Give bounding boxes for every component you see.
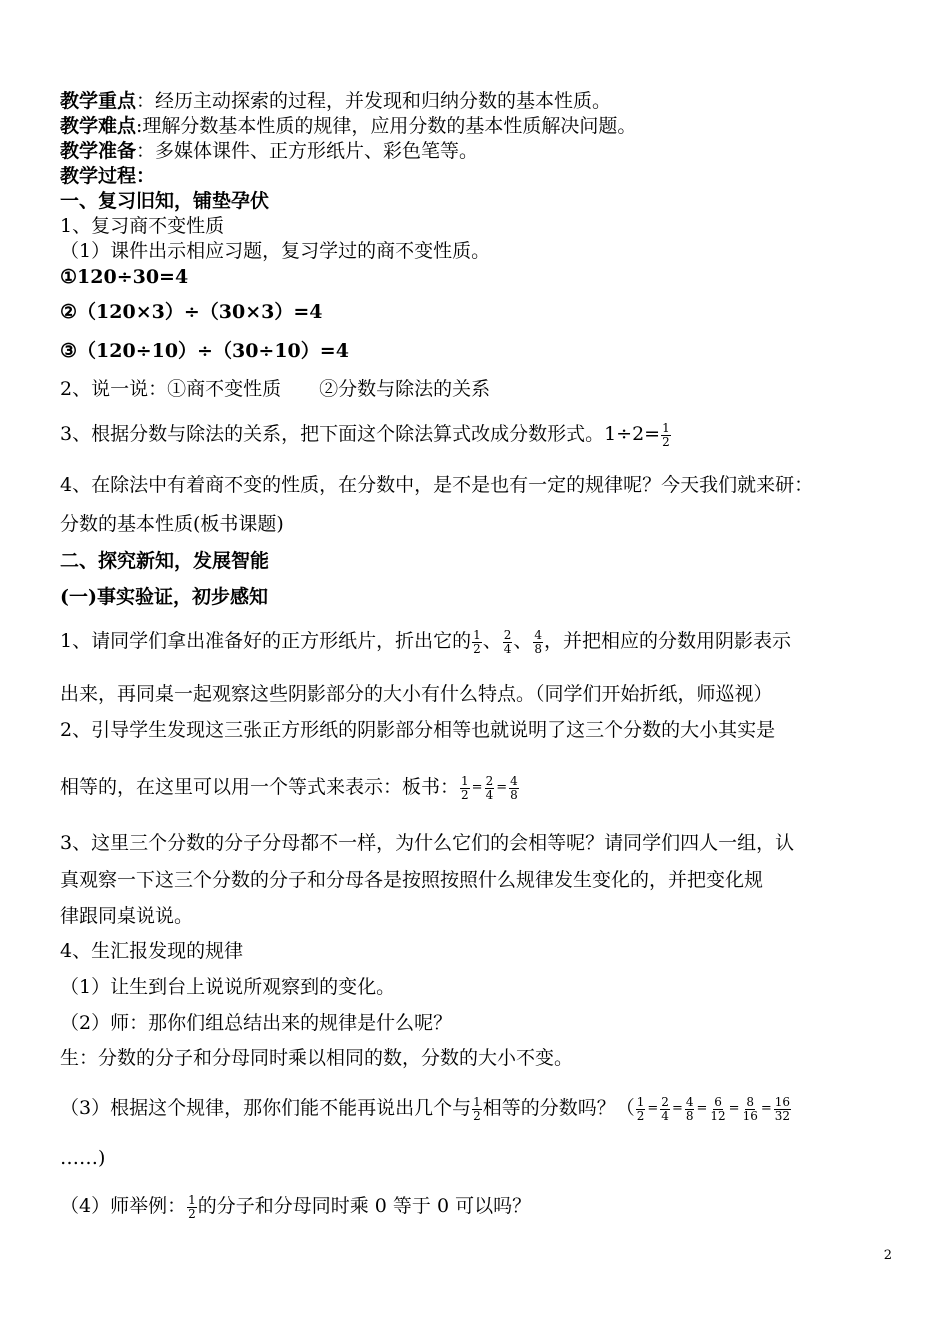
fraction-form-item bbox=[60, 421, 672, 449]
report-sub-2: （2）师：那你们组总结出来的规律是什么呢？ bbox=[60, 1012, 453, 1034]
subsection-heading: (一)事实验证，初步感知 bbox=[60, 586, 268, 608]
equals-sign: = bbox=[496, 780, 508, 795]
fraction-half: $\frac{1}{2}$ bbox=[188, 1192, 196, 1221]
report-item: 4、生汇报发现的规律 bbox=[60, 940, 244, 962]
preparation-line bbox=[60, 138, 478, 164]
rule-question: 4、在除法中有着商不变的性质，在分数中，是不是也有一定的规律呢？今天我们就来研： bbox=[60, 474, 814, 496]
equals-sign: = bbox=[471, 780, 483, 795]
question-line-1: 3、这里三个分数的分子分母都不一样，为什么它们的会相等呢？请同学们四人一组，认 bbox=[60, 832, 795, 854]
key-points-text: ：经历主动探索的过程，并发现和归纳分数的基本性质。 bbox=[136, 90, 612, 112]
equals-sign: = bbox=[671, 1101, 683, 1116]
label-preparation: 教学准备 bbox=[60, 140, 137, 162]
fraction-half: $\frac{1}{2}$ bbox=[636, 1094, 645, 1123]
key-points-line bbox=[60, 88, 611, 114]
fraction-half: $\frac{1}{2}$ bbox=[473, 1094, 481, 1123]
student-answer: 生：分数的分子和分母同时乘以相同的数，分数的大小不变。 bbox=[60, 1047, 574, 1069]
fraction-eight-sixteenths: $\frac{8}{16}$ bbox=[742, 1094, 758, 1123]
equation-2: ②（120×3）÷（30×3）=4 bbox=[60, 301, 323, 323]
fraction-four-eighths: $\frac{4}{8}$ bbox=[534, 627, 543, 656]
guide-line: 2、引导学生发现这三张正方形纸的阴影部分相等也就说明了这三个分数的大小其实是 bbox=[60, 719, 776, 741]
equals-sign: = bbox=[696, 1101, 708, 1116]
fold-instruction bbox=[60, 628, 791, 656]
separator: 、 bbox=[482, 630, 502, 652]
equivalent-fractions-line bbox=[60, 1095, 792, 1123]
teacher-example-text-a: （4）师举例： bbox=[60, 1195, 187, 1217]
teacher-example-text-b: 的分子和分母同时乘 0 等于 0 可以吗？ bbox=[197, 1195, 532, 1217]
question-line-3: 律跟同桌说说。 bbox=[60, 905, 194, 927]
lesson-topic: 分数的基本性质(板书课题) bbox=[60, 513, 284, 535]
fraction-two-fourths: $\frac{2}{4}$ bbox=[485, 773, 494, 802]
fraction-two-fourths: $\frac{2}{4}$ bbox=[503, 627, 512, 656]
equivalent-text-b: 相等的分数吗？（ bbox=[482, 1097, 635, 1119]
teacher-example-line bbox=[60, 1193, 531, 1221]
preparation-text: ：多媒体课件、正方形纸片、彩色笔等。 bbox=[136, 140, 479, 162]
equation-board-text: 相等的，在这里可以用一个等式来表示：板书： bbox=[60, 776, 460, 798]
observe-line: 出来，再同桌一起观察这些阴影部分的大小有什么特点。（同学们开始折纸，师巡视） bbox=[60, 683, 773, 705]
fraction-half: $\frac{1}{2}$ bbox=[662, 420, 670, 449]
equivalent-text-a: （3）根据这个规律，那你们能不能再说出几个与 bbox=[60, 1097, 472, 1119]
section-two-heading: 二、探究新知，发展智能 bbox=[60, 550, 270, 572]
page-number: 2 bbox=[883, 1248, 892, 1263]
label-difficulty: 教学难点 bbox=[60, 115, 137, 137]
label-key-points: 教学重点 bbox=[60, 90, 137, 112]
fraction-sixteen-32: $\frac{16}{32}$ bbox=[774, 1094, 791, 1123]
equals-sign: = bbox=[728, 1101, 740, 1116]
equals-sign: = bbox=[760, 1101, 772, 1116]
section-one-heading: 一、复习旧知，铺垫孕伏 bbox=[60, 190, 270, 212]
fraction-four-eighths: $\frac{4}{8}$ bbox=[510, 773, 518, 802]
equation-1: ①120÷30=4 bbox=[60, 266, 189, 288]
fraction-two-fourths: $\frac{2}{4}$ bbox=[661, 1094, 669, 1123]
difficulty-line bbox=[60, 113, 636, 139]
report-sub-1: （1）让生到台上说说所观察到的变化。 bbox=[60, 976, 396, 998]
review-sub-item: （1）课件出示相应习题，复习学过的商不变性质。 bbox=[60, 240, 491, 262]
fraction-six-twelfths: $\frac{6}{12}$ bbox=[710, 1094, 726, 1123]
process-heading: 教学过程： bbox=[60, 165, 156, 187]
equals-sign: = bbox=[647, 1101, 659, 1116]
fraction-form-text: 3、根据分数与除法的关系，把下面这个除法算式改成分数形式。1÷2= bbox=[60, 423, 661, 445]
fraction-half: $\frac{1}{2}$ bbox=[461, 773, 469, 802]
fraction-half: $\frac{1}{2}$ bbox=[473, 627, 481, 656]
fold-text-b: ，并把相应的分数用阴影表示 bbox=[544, 630, 792, 652]
separator: 、 bbox=[513, 630, 533, 652]
fraction-four-eighths: $\frac{4}{8}$ bbox=[685, 1094, 694, 1123]
equation-board-line bbox=[60, 774, 520, 802]
question-line-2: 真观察一下这三个分数的分子和分母各是按照按照什么规律发生变化的，并把变化规 bbox=[60, 869, 764, 891]
difficulty-text: :理解分数基本性质的规律，应用分数的基本性质解决问题。 bbox=[136, 115, 637, 137]
review-item: 1、复习商不变性质 bbox=[60, 215, 225, 237]
say-item: 2、说一说：①商不变性质 ②分数与除法的关系 bbox=[60, 378, 491, 400]
fold-text-a: 1、请同学们拿出准备好的正方形纸片，折出它的 bbox=[60, 630, 472, 652]
equation-3: ③（120÷10）÷（30÷10）=4 bbox=[60, 340, 349, 362]
ellipsis-line: ……) bbox=[60, 1147, 106, 1169]
